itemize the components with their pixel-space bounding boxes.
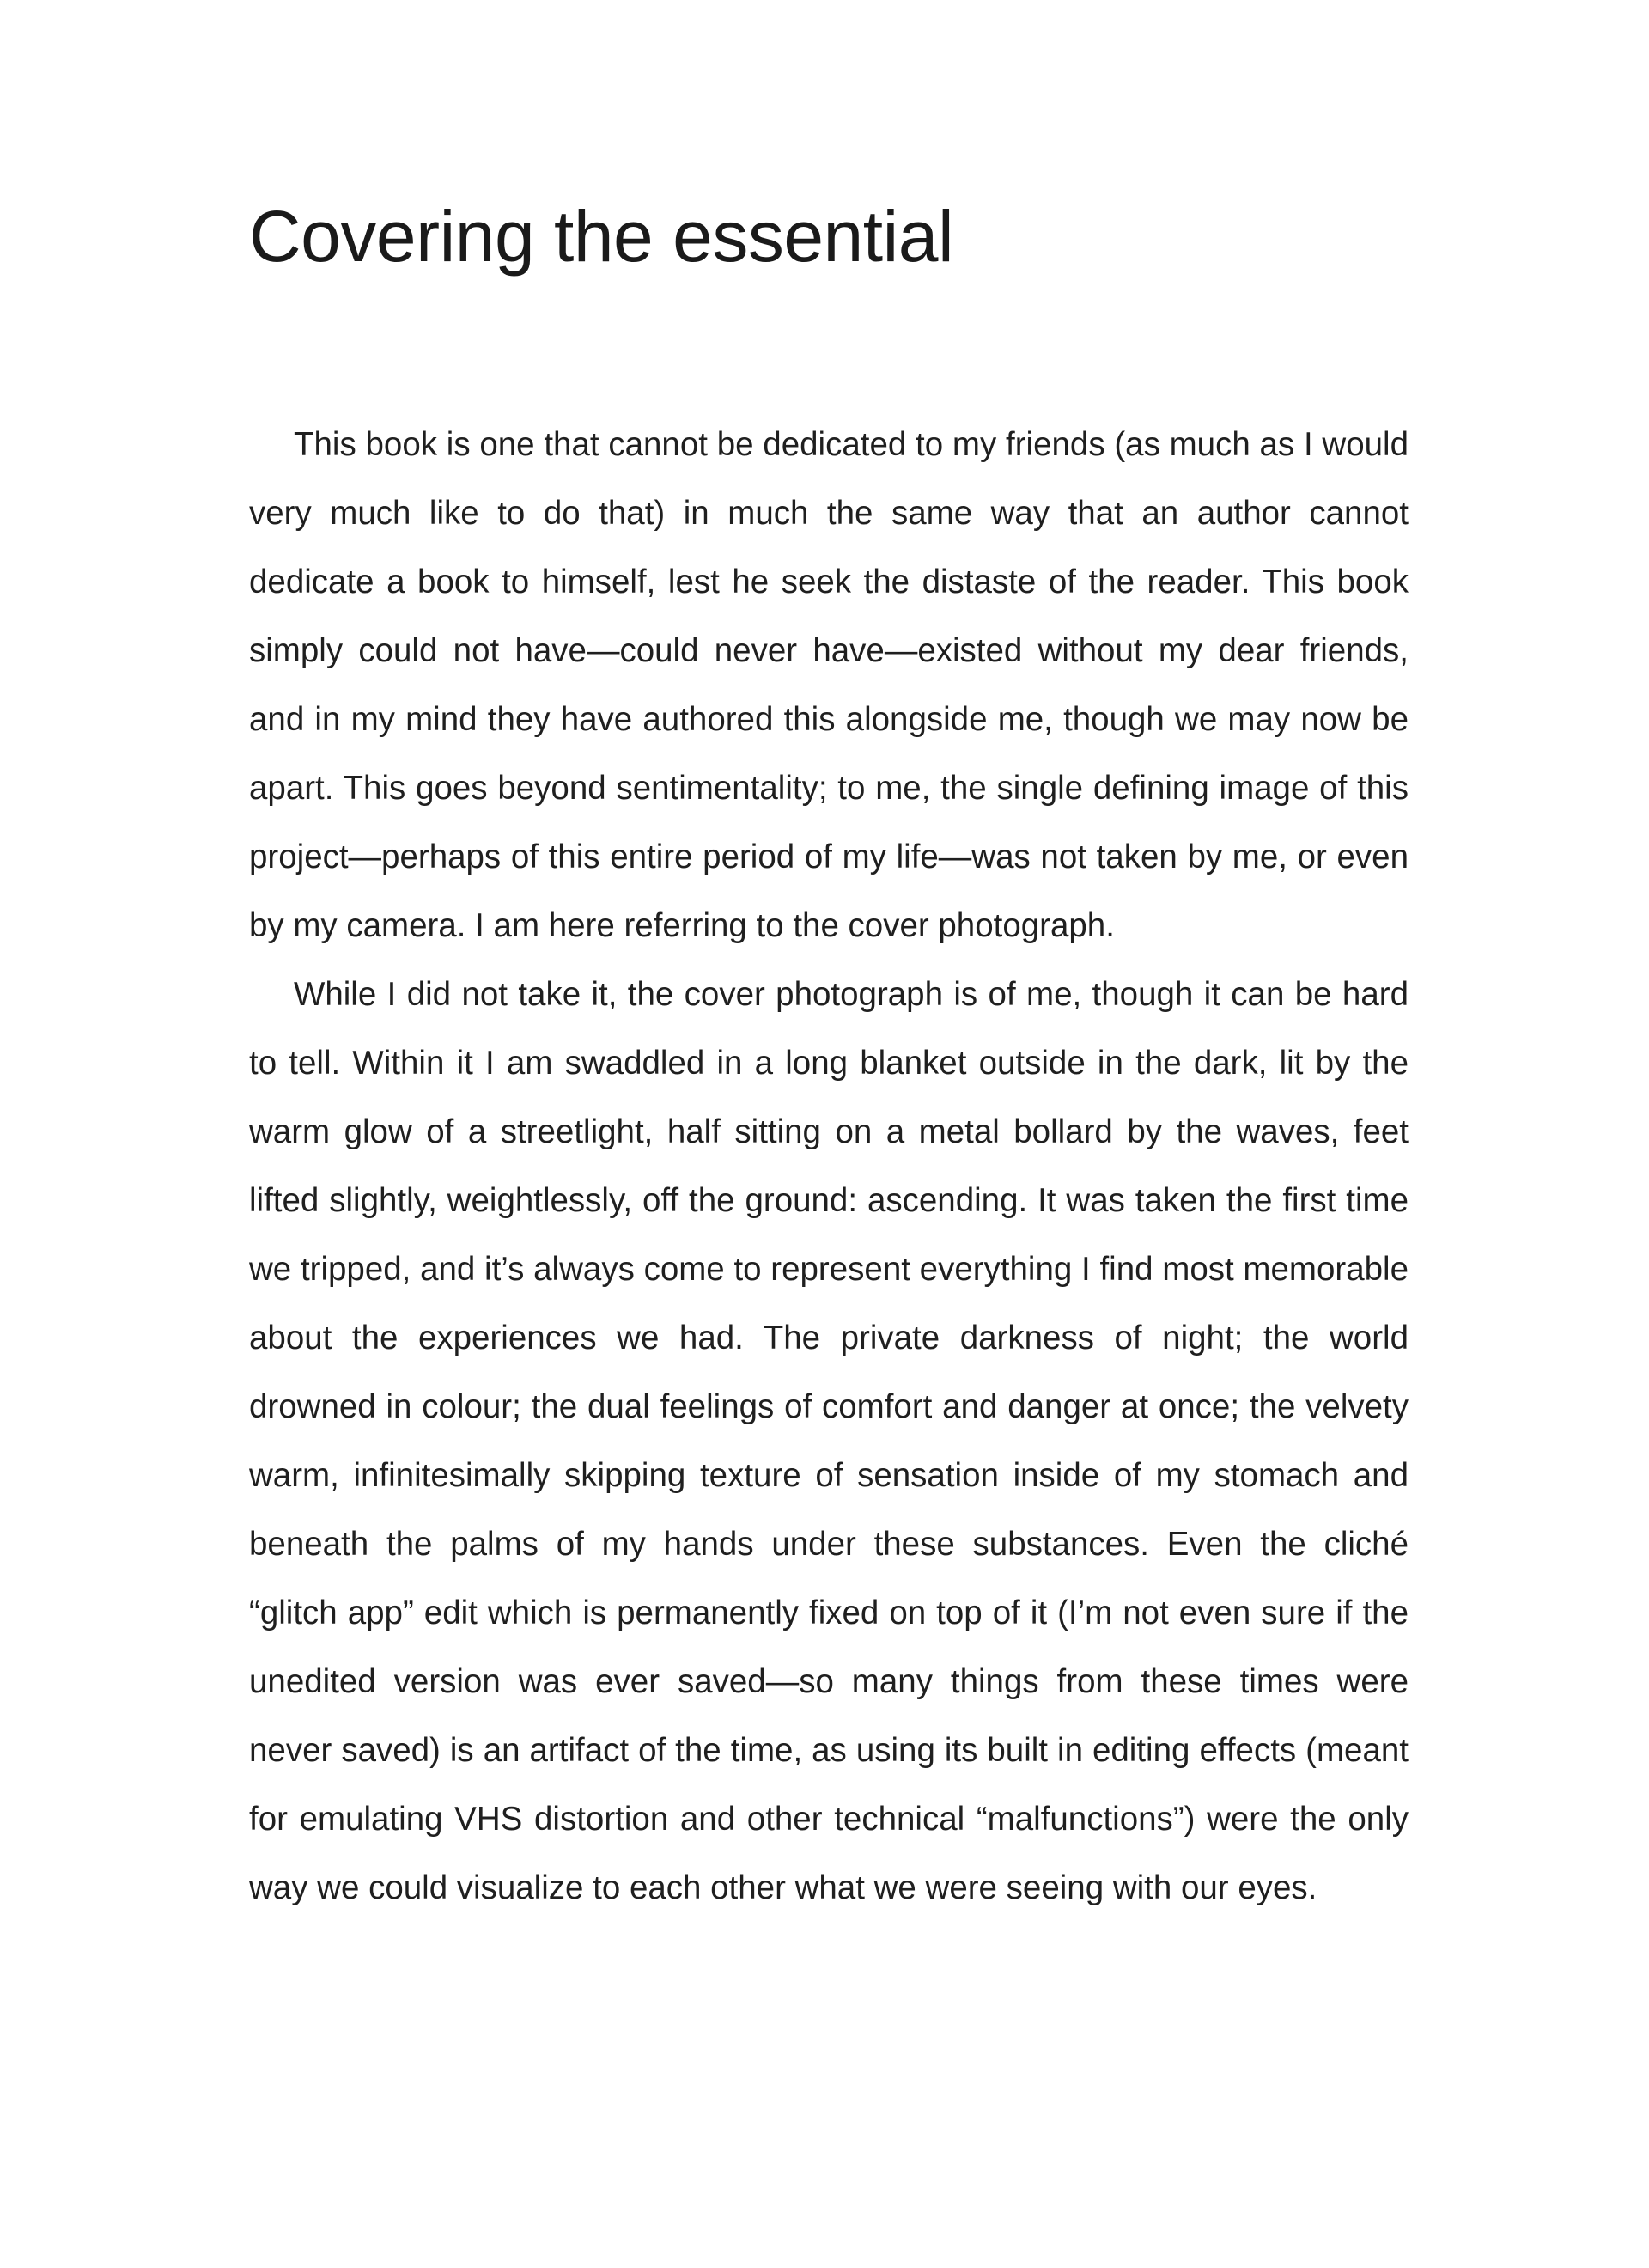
- paragraph-1: This book is one that cannot be dedicated to my friends (as much as I would very much like to do that) in much the same way that an author cannot dedicate a book to himself, lest he seek the distaste of the reader. This book simply could not have—could never have—existed without my dear friends, and in my mind they have authored this alongside me, though we may now be apart. This goes beyond sentimentality; to me, the single defining image of this project—perhaps of this entire period of my life—was not taken by me, or even by my camera. I am here referring to the cover photograph.: [249, 426, 1409, 944]
- body-text: [249, 411, 1409, 1923]
- paragraph-2: While I did not take it, the cover photograph is of me, though it can be hard to tell. Within it I am swaddled in a long blanket outside in the dark, lit by the warm glow of a streetlight, half sitting on a metal bollard by the waves, feet lifted slightly, weightlessly, off the ground: ascending. It was taken the first time we tripped, and it’s always come to represent everything I find most memorable about the experiences we had. The private darkness of night; the world drowned in colour; the dual feelings of comfort and danger at once; the velvety warm, infinitesimally skipping texture of sensation inside of my stomach and beneath the palms of my hands under these substances. Even the cliché “glitch app” edit which is permanently fixed on top of it (I’m not even sure if the unedited version was ever saved—so many things from these times were never saved) is an artifact of the time, as using its built in editing effects (meant for emulating VHS distortion and other technical “malfunctions”) were the only way we could visualize to each other what we were seeing with our eyes.: [249, 976, 1409, 1906]
- page-title: Covering the essential: [249, 196, 954, 277]
